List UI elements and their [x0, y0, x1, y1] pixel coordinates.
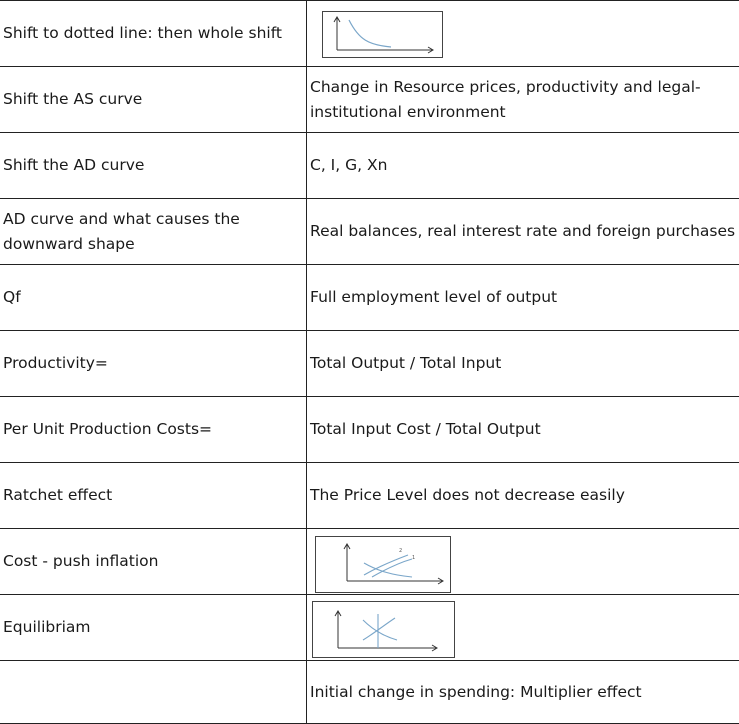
definition-cell: Initial change in spending: Multiplier effect: [310, 683, 642, 701]
definition-cell: Total Input Cost / Total Output: [310, 420, 541, 438]
definition-cell: Change in Resource prices, productivity and legal-institutional environment: [310, 77, 701, 121]
table-row: [0, 264, 739, 330]
shift-curve-graph: [322, 11, 443, 58]
table-row: [0, 594, 739, 660]
graph-label-1: 1: [412, 555, 416, 561]
table-row: [0, 462, 739, 528]
table-row: [0, 66, 739, 132]
definition-cell: Real balances, real interest rate and foreign purchases: [310, 222, 736, 240]
column-divider: [306, 0, 307, 724]
cost-push-graph: [315, 536, 451, 593]
term-cell: Equilibriam: [3, 618, 91, 636]
term-cell: [0, 661, 306, 724]
term-cell: Per Unit Production Costs=: [3, 420, 213, 438]
definition-cell: Full employment level of output: [310, 288, 558, 306]
term-cell: Shift the AS curve: [3, 90, 143, 108]
table-row: [0, 132, 739, 198]
definition-cell: C, I, G, Xn: [310, 156, 388, 174]
term-cell: AD curve and what causes the downward shape: [3, 209, 240, 253]
term-cell: Cost - push inflation: [3, 552, 159, 570]
graph-label-2: 2: [399, 548, 403, 554]
table-row: [0, 198, 739, 264]
term-cell: Productivity=: [3, 354, 108, 372]
term-cell: Shift to dotted line: then whole shift: [3, 24, 282, 42]
table-row: [0, 528, 739, 594]
definition-cell: Total Output / Total Input: [310, 354, 502, 372]
table-row: [0, 0, 739, 66]
equilibrium-graph: [312, 601, 455, 658]
table-row: [0, 396, 739, 462]
term-cell: Qf: [3, 288, 21, 306]
table-row: [0, 660, 739, 724]
term-cell: Shift the AD curve: [3, 156, 145, 174]
definition-cell: The Price Level does not decrease easily: [310, 486, 625, 504]
table-row: [0, 330, 739, 396]
term-cell: Ratchet effect: [3, 486, 113, 504]
